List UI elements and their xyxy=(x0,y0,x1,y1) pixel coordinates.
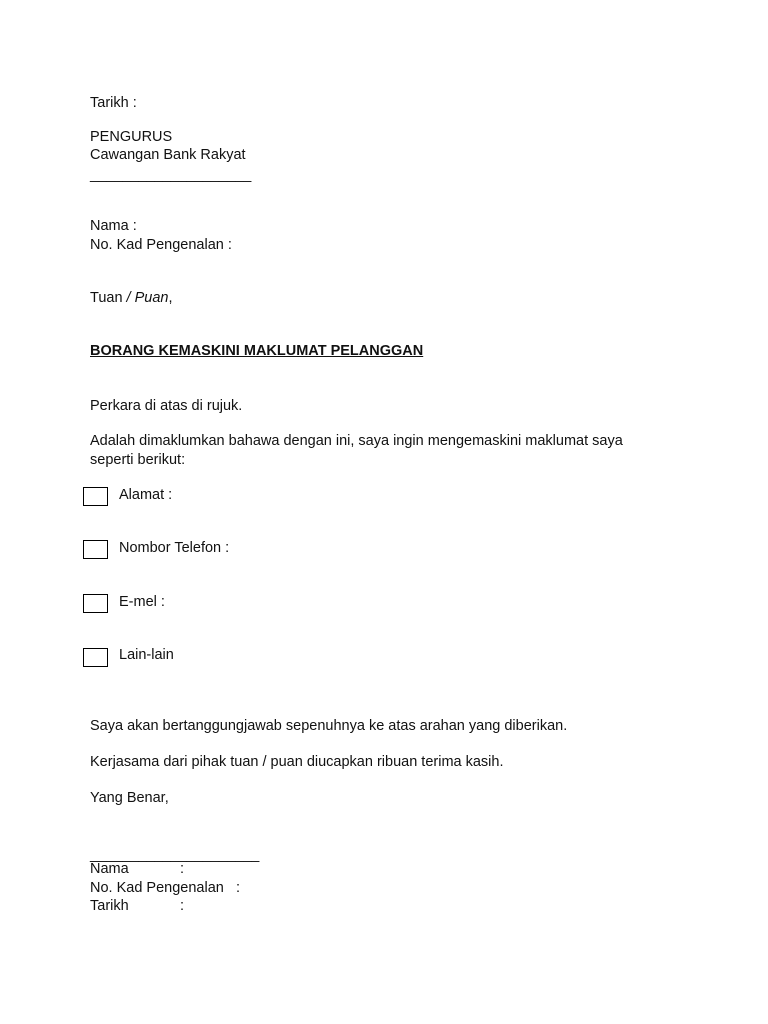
salutation-puan: / Puan xyxy=(122,290,169,306)
responsibility-text: Saya akan bertanggungjawab sepenuhnya ke atas arahan yang diberikan. xyxy=(90,718,568,734)
signature-date-colon: : xyxy=(180,898,185,914)
option-label-lain-lain: Lain-lain xyxy=(119,647,174,663)
salutation-comma: , xyxy=(168,290,173,306)
sender-name-line: Nama : xyxy=(90,218,137,234)
signature-name-label: Nama xyxy=(90,861,129,877)
signature-date-label: Tarikh xyxy=(90,898,129,914)
recipient-title: PENGURUS xyxy=(90,129,173,145)
signature-date-row xyxy=(90,897,185,915)
sender-ic-line: No. Kad Pengenalan : xyxy=(90,237,232,253)
subject-title: BORANG KEMASKINI MAKLUMAT PELANGGAN xyxy=(90,343,424,359)
option-checkbox-alamat[interactable] xyxy=(83,487,108,506)
recipient-blank-line: ____________________ xyxy=(90,167,252,183)
reference-text: Perkara di atas di rujuk. xyxy=(90,398,243,414)
option-checkbox-lain-lain[interactable] xyxy=(83,648,108,667)
thanks-text: Kerjasama dari pihak tuan / puan diucapkan ribuan terima kasih. xyxy=(90,754,504,770)
option-label-alamat: Alamat : xyxy=(119,487,173,503)
signature-name-row xyxy=(90,860,185,878)
signature-name-colon: : xyxy=(180,861,185,877)
option-checkbox-telefon[interactable] xyxy=(83,540,108,559)
salutation-tuan: Tuan xyxy=(90,290,123,306)
option-label-emel: E-mel : xyxy=(119,594,165,610)
signature-ic-colon: : xyxy=(236,880,241,896)
salutation xyxy=(90,289,173,307)
intro-paragraph: Adalah dimaklumkan bahawa dengan ini, saya ingin mengemaskini maklumat saya seperti berikut: xyxy=(90,433,623,468)
signature-line: _____________________ xyxy=(90,847,260,863)
option-checkbox-emel[interactable] xyxy=(83,594,108,613)
recipient-branch: Cawangan Bank Rakyat xyxy=(90,147,246,163)
sign-off-text: Yang Benar, xyxy=(90,790,169,806)
date-line: Tarikh : xyxy=(90,95,137,111)
signature-ic-label: No. Kad Pengenalan xyxy=(90,880,224,896)
option-label-telefon: Nombor Telefon : xyxy=(119,540,230,556)
signature-ic-row xyxy=(90,879,241,897)
